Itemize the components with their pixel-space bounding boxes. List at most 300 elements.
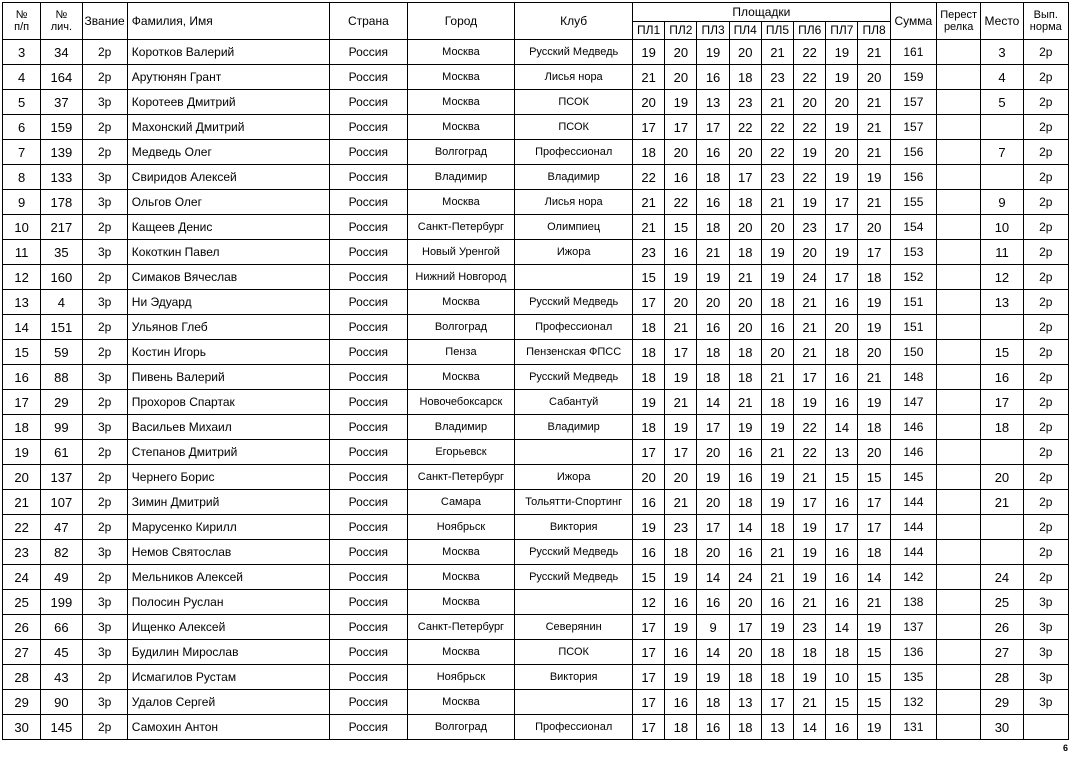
cell-norm: 2р xyxy=(1023,40,1068,65)
cell-site-3: 14 xyxy=(697,640,729,665)
cell-site-8: 19 xyxy=(858,715,890,740)
table-row xyxy=(3,465,1069,490)
cell-name: Махонский Дмитрий xyxy=(127,115,329,140)
cell-club xyxy=(515,265,633,290)
cell-site-8: 18 xyxy=(858,540,890,565)
cell-site-8: 21 xyxy=(858,140,890,165)
cell-site-5: 13 xyxy=(761,715,793,740)
cell-site-5: 17 xyxy=(761,690,793,715)
cell-site-1: 18 xyxy=(633,140,665,165)
cell-country: Россия xyxy=(330,265,408,290)
cell-sum: 144 xyxy=(890,490,936,515)
cell-rank: 2р xyxy=(82,515,127,540)
cell-rank: 2р xyxy=(82,340,127,365)
cell-site-2: 20 xyxy=(665,290,697,315)
cell-site-7: 16 xyxy=(826,290,858,315)
cell-site-6: 21 xyxy=(794,465,826,490)
cell-norm: 3р xyxy=(1023,640,1068,665)
cell-site-3: 16 xyxy=(697,190,729,215)
cell-country: Россия xyxy=(330,290,408,315)
cell-name: Медведь Олег xyxy=(127,140,329,165)
cell-site-5: 20 xyxy=(761,340,793,365)
cell-name: Пивень Валерий xyxy=(127,365,329,390)
cell-norm: 2р xyxy=(1023,565,1068,590)
cell-site-7: 16 xyxy=(826,540,858,565)
cell-site-5: 18 xyxy=(761,665,793,690)
cell-site-7: 18 xyxy=(826,340,858,365)
cell-site-4: 18 xyxy=(729,190,761,215)
cell-site-5: 16 xyxy=(761,590,793,615)
cell-rank: 2р xyxy=(82,40,127,65)
cell-site-7: 15 xyxy=(826,690,858,715)
cell-site-4: 20 xyxy=(729,315,761,340)
cell-site-3: 16 xyxy=(697,315,729,340)
cell-sum: 157 xyxy=(890,115,936,140)
header-country: Страна xyxy=(330,3,408,40)
cell-rank: 3р xyxy=(82,165,127,190)
cell-place: 24 xyxy=(981,565,1023,590)
cell-site-8: 18 xyxy=(858,415,890,440)
cell-place: 9 xyxy=(981,190,1023,215)
cell-sum: 135 xyxy=(890,665,936,690)
cell-site-4: 17 xyxy=(729,615,761,640)
cell-no: 7 xyxy=(3,140,41,165)
cell-place: 10 xyxy=(981,215,1023,240)
cell-no: 13 xyxy=(3,290,41,315)
cell-city: Санкт-Петербург xyxy=(407,615,515,640)
cell-site-2: 16 xyxy=(665,690,697,715)
cell-country: Россия xyxy=(330,90,408,115)
cell-site-5: 21 xyxy=(761,40,793,65)
cell-country: Россия xyxy=(330,715,408,740)
cell-site-7: 14 xyxy=(826,415,858,440)
cell-site-4: 18 xyxy=(729,340,761,365)
cell-site-3: 18 xyxy=(697,365,729,390)
cell-site-7: 17 xyxy=(826,215,858,240)
cell-name: Прохоров Спартак xyxy=(127,390,329,415)
cell-site-1: 17 xyxy=(633,640,665,665)
cell-site-8: 14 xyxy=(858,565,890,590)
cell-site-5: 18 xyxy=(761,390,793,415)
cell-site-8: 21 xyxy=(858,40,890,65)
cell-site-6: 19 xyxy=(794,190,826,215)
cell-site-1: 16 xyxy=(633,490,665,515)
cell-club: Владимир xyxy=(515,415,633,440)
cell-shootoff xyxy=(937,165,981,190)
cell-norm: 2р xyxy=(1023,190,1068,215)
cell-club: Виктория xyxy=(515,515,633,540)
cell-place xyxy=(981,540,1023,565)
cell-site-5: 21 xyxy=(761,90,793,115)
cell-site-3: 20 xyxy=(697,440,729,465)
cell-site-5: 21 xyxy=(761,190,793,215)
cell-site-6: 18 xyxy=(794,640,826,665)
cell-city: Самара xyxy=(407,490,515,515)
cell-lic: 151 xyxy=(41,315,82,340)
header-site-4: ПЛ4 xyxy=(729,22,761,40)
cell-rank: 3р xyxy=(82,290,127,315)
cell-norm: 2р xyxy=(1023,240,1068,265)
cell-site-8: 19 xyxy=(858,390,890,415)
header-site-6: ПЛ6 xyxy=(794,22,826,40)
cell-lic: 59 xyxy=(41,340,82,365)
cell-place: 5 xyxy=(981,90,1023,115)
cell-site-7: 15 xyxy=(826,465,858,490)
cell-site-5: 19 xyxy=(761,615,793,640)
cell-sum: 147 xyxy=(890,390,936,415)
cell-city: Ноябрьск xyxy=(407,515,515,540)
cell-site-3: 17 xyxy=(697,515,729,540)
header-rank: Звание xyxy=(82,3,127,40)
cell-site-3: 16 xyxy=(697,590,729,615)
cell-site-2: 20 xyxy=(665,465,697,490)
cell-country: Россия xyxy=(330,690,408,715)
cell-no: 23 xyxy=(3,540,41,565)
cell-no: 22 xyxy=(3,515,41,540)
cell-site-5: 19 xyxy=(761,490,793,515)
cell-site-4: 18 xyxy=(729,65,761,90)
cell-city: Москва xyxy=(407,365,515,390)
cell-city: Владимир xyxy=(407,165,515,190)
cell-no: 15 xyxy=(3,340,41,365)
cell-rank: 3р xyxy=(82,415,127,440)
cell-site-7: 19 xyxy=(826,165,858,190)
cell-site-3: 19 xyxy=(697,40,729,65)
cell-lic: 160 xyxy=(41,265,82,290)
cell-sum: 144 xyxy=(890,540,936,565)
cell-club: ПСОК xyxy=(515,90,633,115)
cell-shootoff xyxy=(937,690,981,715)
cell-site-2: 19 xyxy=(665,415,697,440)
cell-norm: 2р xyxy=(1023,90,1068,115)
table-row xyxy=(3,490,1069,515)
cell-place xyxy=(981,440,1023,465)
cell-name: Ольгов Олег xyxy=(127,190,329,215)
cell-site-1: 17 xyxy=(633,440,665,465)
cell-rank: 2р xyxy=(82,265,127,290)
cell-club xyxy=(515,440,633,465)
cell-site-8: 19 xyxy=(858,290,890,315)
cell-name: Арутюнян Грант xyxy=(127,65,329,90)
header-place: Место xyxy=(981,3,1023,40)
cell-site-7: 19 xyxy=(826,115,858,140)
cell-no: 8 xyxy=(3,165,41,190)
header-lic: № лич. xyxy=(41,3,82,40)
cell-name: Полосин Руслан xyxy=(127,590,329,615)
cell-site-8: 20 xyxy=(858,215,890,240)
cell-site-2: 16 xyxy=(665,240,697,265)
cell-site-3: 18 xyxy=(697,340,729,365)
cell-site-3: 13 xyxy=(697,90,729,115)
cell-site-2: 20 xyxy=(665,40,697,65)
cell-country: Россия xyxy=(330,315,408,340)
cell-site-8: 19 xyxy=(858,165,890,190)
cell-norm: 2р xyxy=(1023,515,1068,540)
cell-name: Коротков Валерий xyxy=(127,40,329,65)
cell-no: 3 xyxy=(3,40,41,65)
cell-site-4: 17 xyxy=(729,165,761,190)
cell-shootoff xyxy=(937,140,981,165)
cell-country: Россия xyxy=(330,215,408,240)
cell-club: Русский Медведь xyxy=(515,290,633,315)
cell-site-6: 14 xyxy=(794,715,826,740)
header-shootoff: Перест релка xyxy=(937,3,981,40)
cell-place: 12 xyxy=(981,265,1023,290)
cell-site-5: 21 xyxy=(761,540,793,565)
cell-city: Ноябрьск xyxy=(407,665,515,690)
cell-site-8: 21 xyxy=(858,190,890,215)
cell-no: 12 xyxy=(3,265,41,290)
cell-no: 24 xyxy=(3,565,41,590)
cell-rank: 2р xyxy=(82,715,127,740)
cell-rank: 2р xyxy=(82,215,127,240)
cell-site-5: 21 xyxy=(761,365,793,390)
table-row xyxy=(3,365,1069,390)
cell-shootoff xyxy=(937,390,981,415)
cell-shootoff xyxy=(937,490,981,515)
header-sum: Сумма xyxy=(890,3,936,40)
cell-site-3: 18 xyxy=(697,215,729,240)
cell-site-6: 20 xyxy=(794,240,826,265)
header-norm: Вып. норма xyxy=(1023,3,1068,40)
table-row xyxy=(3,715,1069,740)
cell-site-3: 19 xyxy=(697,465,729,490)
cell-norm: 3р xyxy=(1023,690,1068,715)
cell-club: Профессионал xyxy=(515,715,633,740)
cell-site-2: 19 xyxy=(665,90,697,115)
cell-site-4: 20 xyxy=(729,590,761,615)
cell-country: Россия xyxy=(330,415,408,440)
cell-site-2: 17 xyxy=(665,340,697,365)
cell-site-1: 17 xyxy=(633,115,665,140)
cell-sum: 152 xyxy=(890,265,936,290)
cell-site-3: 19 xyxy=(697,265,729,290)
cell-norm: 2р xyxy=(1023,215,1068,240)
cell-rank: 3р xyxy=(82,590,127,615)
cell-site-7: 14 xyxy=(826,615,858,640)
cell-sum: 145 xyxy=(890,465,936,490)
cell-site-6: 21 xyxy=(794,315,826,340)
cell-place: 4 xyxy=(981,65,1023,90)
cell-lic: 43 xyxy=(41,665,82,690)
cell-site-3: 16 xyxy=(697,65,729,90)
cell-site-7: 10 xyxy=(826,665,858,690)
cell-site-2: 20 xyxy=(665,140,697,165)
cell-no: 4 xyxy=(3,65,41,90)
cell-no: 10 xyxy=(3,215,41,240)
cell-city: Москва xyxy=(407,590,515,615)
cell-site-7: 16 xyxy=(826,715,858,740)
cell-club: Владимир xyxy=(515,165,633,190)
header-club: Клуб xyxy=(515,3,633,40)
cell-place xyxy=(981,515,1023,540)
cell-lic: 66 xyxy=(41,615,82,640)
cell-norm: 2р xyxy=(1023,340,1068,365)
table-row xyxy=(3,440,1069,465)
cell-site-7: 19 xyxy=(826,40,858,65)
table-row xyxy=(3,690,1069,715)
cell-city: Егорьевск xyxy=(407,440,515,465)
cell-site-7: 16 xyxy=(826,390,858,415)
table-row xyxy=(3,90,1069,115)
cell-club: Профессионал xyxy=(515,315,633,340)
cell-site-6: 20 xyxy=(794,90,826,115)
cell-club: Лисья нора xyxy=(515,190,633,215)
cell-rank: 2р xyxy=(82,315,127,340)
cell-site-7: 20 xyxy=(826,140,858,165)
cell-site-2: 19 xyxy=(665,565,697,590)
cell-no: 6 xyxy=(3,115,41,140)
cell-site-3: 16 xyxy=(697,140,729,165)
cell-site-1: 18 xyxy=(633,340,665,365)
cell-site-6: 22 xyxy=(794,115,826,140)
cell-site-2: 16 xyxy=(665,590,697,615)
cell-name: Зимин Дмитрий xyxy=(127,490,329,515)
header-site-7: ПЛ7 xyxy=(826,22,858,40)
cell-no: 19 xyxy=(3,440,41,465)
cell-club: Олимпиец xyxy=(515,215,633,240)
cell-name: Ульянов Глеб xyxy=(127,315,329,340)
cell-rank: 3р xyxy=(82,190,127,215)
cell-site-4: 23 xyxy=(729,90,761,115)
cell-site-6: 21 xyxy=(794,290,826,315)
cell-shootoff xyxy=(937,315,981,340)
cell-site-7: 20 xyxy=(826,90,858,115)
cell-shootoff xyxy=(937,540,981,565)
cell-place: 25 xyxy=(981,590,1023,615)
cell-site-7: 16 xyxy=(826,490,858,515)
cell-site-4: 20 xyxy=(729,640,761,665)
cell-place: 7 xyxy=(981,140,1023,165)
cell-city: Москва xyxy=(407,190,515,215)
cell-no: 28 xyxy=(3,665,41,690)
cell-site-4: 21 xyxy=(729,265,761,290)
cell-name: Костин Игорь xyxy=(127,340,329,365)
cell-place: 17 xyxy=(981,390,1023,415)
cell-site-3: 17 xyxy=(697,115,729,140)
cell-no: 16 xyxy=(3,365,41,390)
cell-site-6: 19 xyxy=(794,390,826,415)
cell-country: Россия xyxy=(330,65,408,90)
cell-place: 30 xyxy=(981,715,1023,740)
cell-place: 29 xyxy=(981,690,1023,715)
cell-rank: 2р xyxy=(82,665,127,690)
cell-no: 25 xyxy=(3,590,41,615)
cell-city: Волгоград xyxy=(407,140,515,165)
cell-country: Россия xyxy=(330,565,408,590)
cell-site-5: 16 xyxy=(761,315,793,340)
cell-name: Степанов Дмитрий xyxy=(127,440,329,465)
cell-name: Немов Святослав xyxy=(127,540,329,565)
cell-city: Москва xyxy=(407,540,515,565)
cell-lic: 133 xyxy=(41,165,82,190)
cell-city: Владимир xyxy=(407,415,515,440)
cell-name: Мельников Алексей xyxy=(127,565,329,590)
cell-lic: 90 xyxy=(41,690,82,715)
cell-club: Русский Медведь xyxy=(515,540,633,565)
cell-place: 16 xyxy=(981,365,1023,390)
cell-lic: 35 xyxy=(41,240,82,265)
cell-no: 20 xyxy=(3,465,41,490)
cell-name: Ни Эдуард xyxy=(127,290,329,315)
cell-rank: 3р xyxy=(82,615,127,640)
cell-site-1: 16 xyxy=(633,540,665,565)
cell-rank: 3р xyxy=(82,540,127,565)
cell-site-5: 18 xyxy=(761,640,793,665)
cell-shootoff xyxy=(937,440,981,465)
cell-site-2: 19 xyxy=(665,665,697,690)
cell-shootoff xyxy=(937,615,981,640)
cell-rank: 2р xyxy=(82,140,127,165)
header-name: Фамилия, Имя xyxy=(127,3,329,40)
cell-site-4: 16 xyxy=(729,440,761,465)
cell-lic: 199 xyxy=(41,590,82,615)
cell-sum: 148 xyxy=(890,365,936,390)
cell-country: Россия xyxy=(330,190,408,215)
cell-sum: 155 xyxy=(890,190,936,215)
header-site-3: ПЛ3 xyxy=(697,22,729,40)
cell-place xyxy=(981,315,1023,340)
cell-sum: 156 xyxy=(890,140,936,165)
table-row xyxy=(3,190,1069,215)
cell-site-6: 17 xyxy=(794,490,826,515)
cell-site-1: 17 xyxy=(633,715,665,740)
cell-country: Россия xyxy=(330,40,408,65)
results-body xyxy=(3,40,1069,740)
cell-place: 13 xyxy=(981,290,1023,315)
cell-place xyxy=(981,165,1023,190)
cell-site-4: 22 xyxy=(729,115,761,140)
cell-shootoff xyxy=(937,190,981,215)
table-row xyxy=(3,665,1069,690)
cell-shootoff xyxy=(937,115,981,140)
cell-norm: 2р xyxy=(1023,140,1068,165)
cell-site-4: 20 xyxy=(729,140,761,165)
cell-lic: 178 xyxy=(41,190,82,215)
cell-site-6: 19 xyxy=(794,540,826,565)
cell-club: Северянин xyxy=(515,615,633,640)
cell-site-5: 19 xyxy=(761,240,793,265)
cell-club xyxy=(515,590,633,615)
cell-site-1: 23 xyxy=(633,240,665,265)
cell-shootoff xyxy=(937,340,981,365)
cell-site-2: 19 xyxy=(665,265,697,290)
cell-city: Москва xyxy=(407,640,515,665)
cell-site-6: 21 xyxy=(794,340,826,365)
cell-site-4: 20 xyxy=(729,290,761,315)
cell-site-1: 18 xyxy=(633,365,665,390)
cell-city: Москва xyxy=(407,115,515,140)
cell-site-7: 18 xyxy=(826,640,858,665)
cell-site-1: 18 xyxy=(633,415,665,440)
cell-site-6: 22 xyxy=(794,65,826,90)
cell-city: Москва xyxy=(407,40,515,65)
cell-site-2: 23 xyxy=(665,515,697,540)
cell-site-7: 17 xyxy=(826,515,858,540)
cell-site-4: 20 xyxy=(729,40,761,65)
table-row xyxy=(3,540,1069,565)
cell-name: Кащеев Денис xyxy=(127,215,329,240)
header-site-2: ПЛ2 xyxy=(665,22,697,40)
header-site-8: ПЛ8 xyxy=(858,22,890,40)
cell-norm: 3р xyxy=(1023,615,1068,640)
cell-name: Симаков Вячеслав xyxy=(127,265,329,290)
table-row xyxy=(3,565,1069,590)
cell-city: Москва xyxy=(407,65,515,90)
cell-country: Россия xyxy=(330,590,408,615)
cell-sum: 157 xyxy=(890,90,936,115)
cell-club: Профессионал xyxy=(515,140,633,165)
